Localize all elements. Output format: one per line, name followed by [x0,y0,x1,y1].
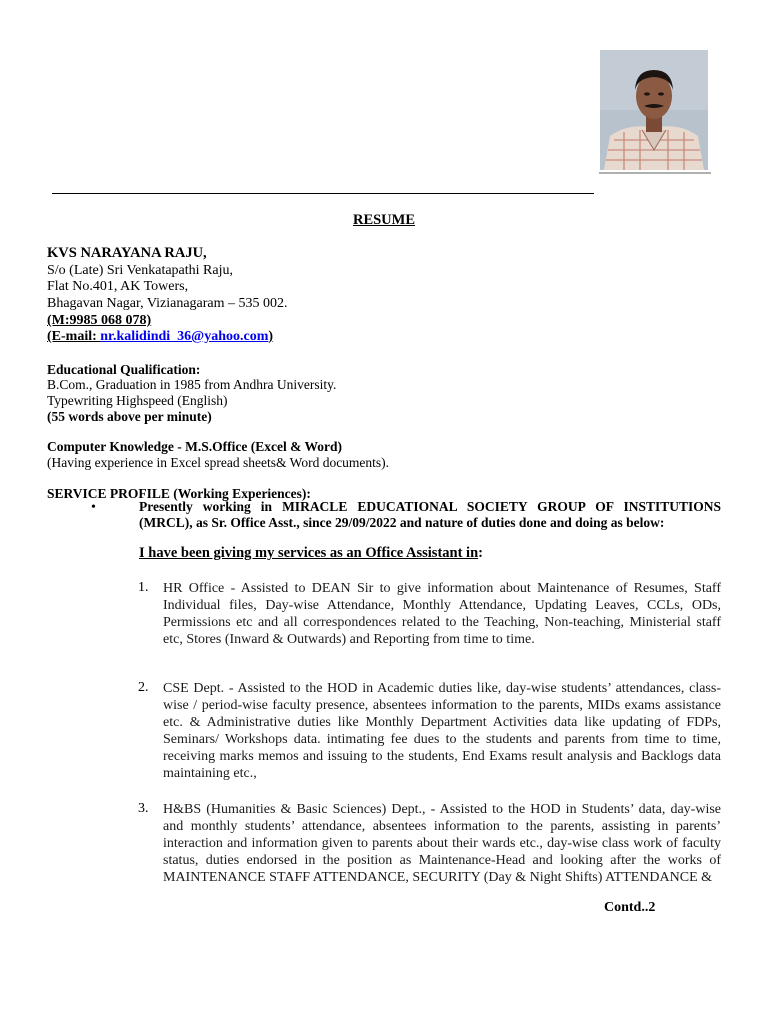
list-item-number: 3. [138,801,149,816]
education-heading: Educational Qualification: [47,362,201,377]
person-photo-icon [600,50,708,170]
email-label: (E-mail: [47,329,101,344]
computer-heading: Computer Knowledge - M.S.Office (Excel & Word) [47,439,342,454]
email-line [47,328,273,345]
current-position: Presently working in MIRACLE EDUCATIONAL SOCIETY GROUP OF INSTITUTIONS (MRCL), as Sr. Office Asst., since 29/09/2022 and nature of duties done and doing as below: [139,499,721,530]
header-rule [52,193,594,194]
mobile-number: (M:9985 068 078) [47,313,152,328]
list-item-number: 2. [138,680,149,695]
education-typewriting: Typewriting Highspeed (English) [47,393,228,408]
photo-shadow [599,172,711,174]
address-line-1: Flat No.401, AK Towers, [47,279,189,294]
profile-photo [600,50,708,170]
services-subheading-text: I have been giving my services as an Office Assistant in [139,545,479,561]
list-item-hr-office: HR Office - Assisted to DEAN Sir to give information about Maintenance of Resumes, Staff Individual files, Day-wise Attendance, Monthly Attendance, Updating Leaves, CCLs, ODs, Permissions etc and all correspondences related to the Teaching, Non-teaching, Ministerial staff etc, Stores (Inward & Outwards) and Reporting from time to time. [163,581,721,647]
applicant-name: KVS NARAYANA RAJU, [47,245,207,261]
parent-name: S/o (Late) Sri Venkatapathi Raju, [47,263,233,278]
education-speed: (55 words above per minute) [47,409,212,424]
services-subheading [139,545,483,562]
list-item-cse-dept: CSE Dept. - Assisted to the HOD in Academic duties like, day-wise students’ attendances, class-wise / period-wise faculty presence, absentees information to the parents, MIDs exams assistance etc. & Administrative duties like Monthly Department Activities data like updating of FDPs, Seminars/ Workshops data. intimating fee dues to the students and parents from time to time, receiving marks memos and issuing to the students, End Exams result analysis and Backlogs data maintaining etc., [163,681,721,781]
bullet-marker: • [91,500,96,515]
computer-detail: (Having experience in Excel spread sheets& Word documents). [47,455,390,470]
continued-label: Contd..2 [604,900,656,915]
services-subheading-colon: : [478,545,483,561]
email-close: ) [268,329,274,344]
email-link[interactable]: nr.kalidindi_36@yahoo.com [100,329,269,344]
address-line-2: Bhagavan Nagar, Vizianagaram – 535 002. [47,296,288,311]
list-item-hbs-dept: H&BS (Humanities & Basic Sciences) Dept., - Assisted to the HOD in Students’ data, day-wise and monthly students’ attendance, absentees information to the parents, assisting in parents’ interaction and information given to parents about their wards etc., day-wise class work of faculty status, duties endorsed in the position as Maintenance-Head and looking after the works of MAINTENANCE STAFF ATTENDANCE, SECURITY (Day & Night Shifts) ATTENDANCE & [163,802,721,885]
education-degree: B.Com., Graduation in 1985 from Andhra University. [47,377,337,392]
list-item-number: 1. [138,580,149,595]
page-title: RESUME [352,212,416,228]
service-heading: SERVICE PROFILE (Working Experiences): [47,486,311,501]
